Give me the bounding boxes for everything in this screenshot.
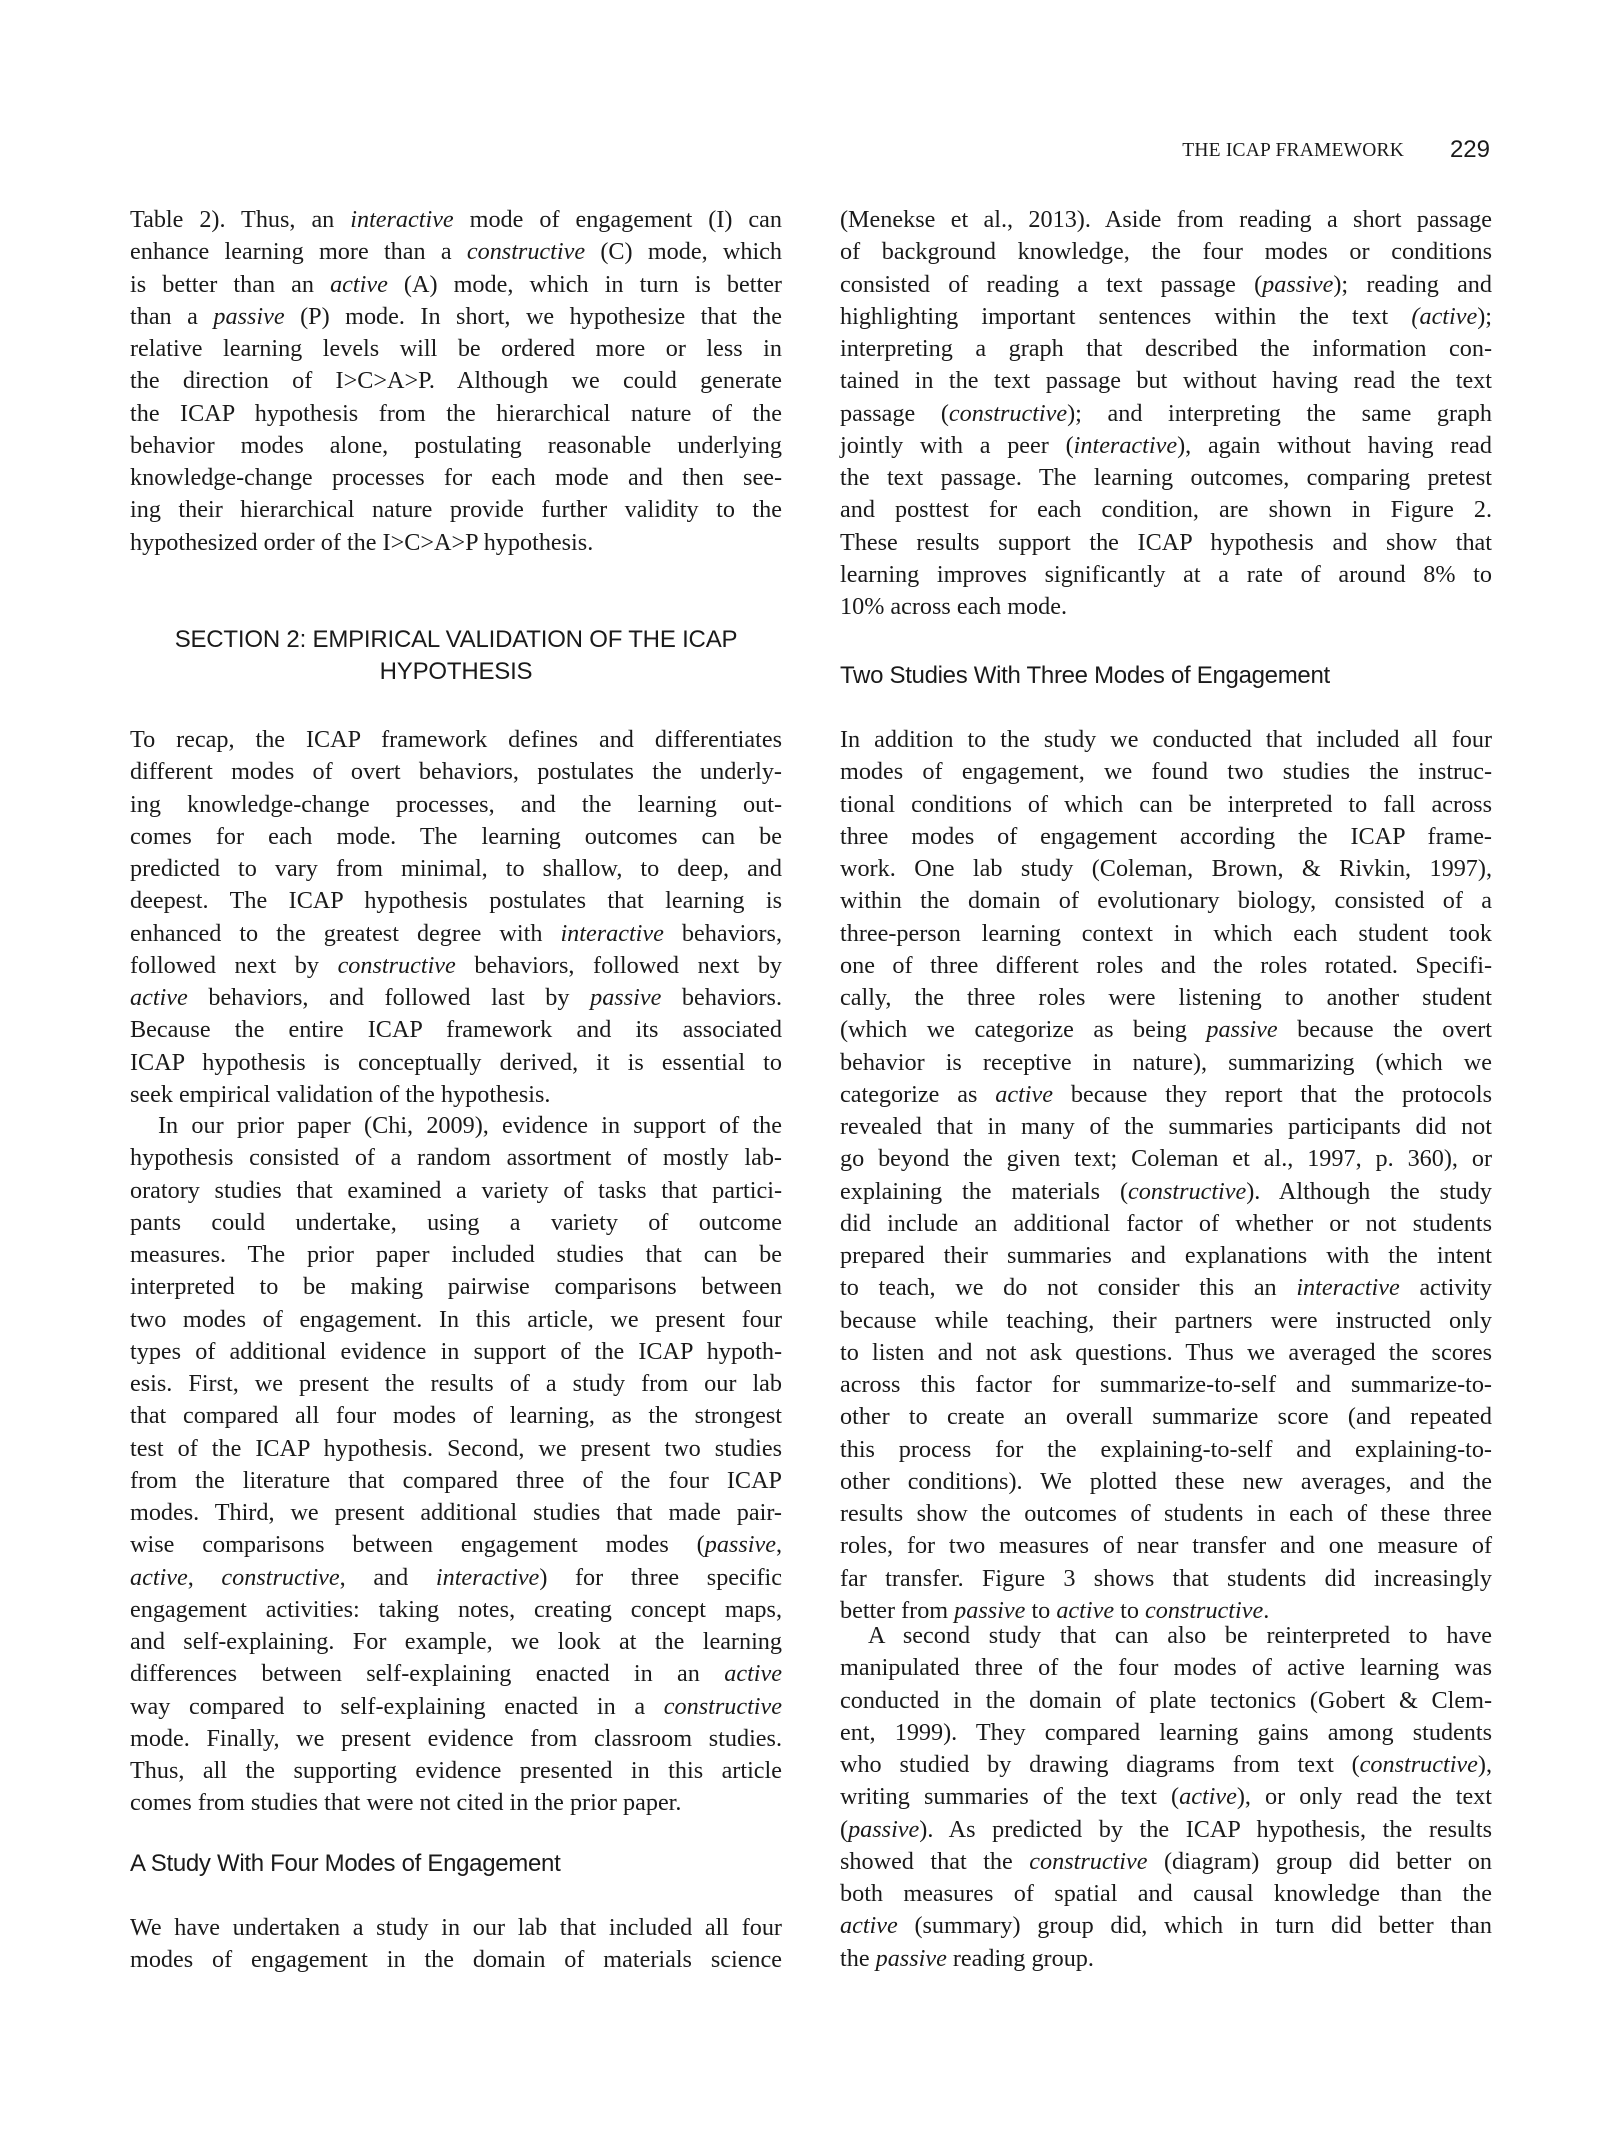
text-run: and self-explaining. For example, we look at the learning xyxy=(130,1628,782,1655)
text-run: better from xyxy=(840,1596,955,1624)
text-run: because while teaching, their partners were instructed only xyxy=(840,1306,1492,1334)
text-run: differences between self-explaining enacted in an xyxy=(130,1660,725,1688)
text-run: ); xyxy=(1477,302,1492,330)
paragraph-line xyxy=(130,1271,782,1303)
italic-term: passive xyxy=(848,1815,920,1843)
text-run: To recap, the ICAP framework defines and differentiates xyxy=(130,726,782,753)
paragraph-line xyxy=(840,789,1492,821)
text-run: passage ( xyxy=(840,399,949,427)
text-run: to listen and not ask questions. Thus we averaged the scores xyxy=(840,1338,1492,1366)
text-run: ); and interpreting the same graph xyxy=(1067,399,1492,427)
text-run: mode. Finally, we present evidence from classroom studies. xyxy=(130,1724,782,1752)
italic-term: passive xyxy=(1262,270,1334,298)
running-header xyxy=(0,136,1600,166)
italic-term: active xyxy=(1179,1783,1237,1811)
paragraph-line xyxy=(130,1110,782,1142)
paragraph-line xyxy=(840,1814,1492,1846)
italic-term: active xyxy=(840,1912,898,1940)
text-run: (P) mode. In short, we hypothesize that the xyxy=(284,302,782,330)
paragraph-line xyxy=(840,918,1492,950)
text-run: the xyxy=(840,1944,876,1972)
paragraph-line xyxy=(840,724,1492,756)
text-run: far transfer. Figure 3 shows that students did increasingly xyxy=(840,1564,1492,1592)
text-run: ), again without having read xyxy=(1177,431,1493,459)
text-run: Thus, all the supporting evidence presented in this article xyxy=(130,1757,782,1784)
paragraph-line xyxy=(840,462,1492,494)
text-run: ( xyxy=(840,1815,849,1843)
paragraph-line xyxy=(840,1434,1492,1466)
paragraph-line xyxy=(840,1878,1492,1910)
paragraph-line xyxy=(840,365,1492,397)
text-run: reading group. xyxy=(946,1944,1094,1972)
paragraph-line xyxy=(840,559,1492,591)
text-run: (Menekse et al., 2013). Aside from reading a short passage xyxy=(840,206,1492,233)
text-run: consisted of reading a text passage ( xyxy=(840,270,1263,298)
paragraph-line xyxy=(840,430,1492,462)
text-run: is better than an xyxy=(130,270,331,298)
italic-term: constructive xyxy=(1128,1177,1247,1205)
text-run: modes of engagement in the domain of materials science xyxy=(130,1946,782,1974)
italic-term: active xyxy=(724,1660,782,1688)
paragraph-line xyxy=(840,236,1492,268)
paragraph-line xyxy=(130,950,782,982)
text-run: three modes of engagement according the ICAP frame- xyxy=(840,822,1492,850)
paragraph-line xyxy=(840,269,1492,301)
paragraph-line xyxy=(840,1846,1492,1878)
text-run: A second study that can also be reinterpreted to have xyxy=(868,1622,1492,1649)
paragraph-line xyxy=(130,1658,782,1690)
italic-term: passive xyxy=(590,984,662,1011)
text-run: because the overt xyxy=(1277,1016,1492,1044)
paragraph-line xyxy=(130,885,782,917)
text-run: comes from studies that were not cited in the prior paper. xyxy=(130,1789,682,1817)
paragraph-line xyxy=(130,1400,782,1432)
paragraph-line xyxy=(840,1337,1492,1369)
italic-term: interactive xyxy=(435,1563,540,1591)
text-run: enhance learning more than a xyxy=(130,238,467,266)
text-run: followed next by xyxy=(130,951,338,979)
text-run: behaviors, xyxy=(663,919,782,947)
italic-term: constructive xyxy=(221,1563,340,1591)
text-run: measures. The prior paper included studies that can be xyxy=(130,1241,782,1268)
text-run: hypothesized order of the I>C>A>P hypothesis. xyxy=(130,528,594,556)
paragraph-line xyxy=(130,1529,782,1561)
text-run: and posttest for each condition, are shown in Figure 2. xyxy=(840,496,1492,524)
text-run: enhanced to the greatest degree with xyxy=(130,919,561,947)
text-run: cally, the three roles were listening to another student xyxy=(840,984,1492,1011)
text-run: engagement activities: taking notes, creating concept maps, xyxy=(130,1595,782,1623)
paragraph-line xyxy=(840,398,1492,430)
italic-term: constructive xyxy=(466,238,586,266)
subsection-heading: A Study With Four Modes of Engagement xyxy=(130,1850,561,1877)
paragraph-line xyxy=(130,1755,782,1787)
paragraph-line xyxy=(840,1047,1492,1079)
section-heading: SECTION 2: EMPIRICAL VALIDATION OF THE ICAP xyxy=(174,626,738,653)
paragraph-line xyxy=(130,1142,782,1174)
paragraph-line xyxy=(130,1433,782,1465)
text-run: predicted to vary from minimal, to shallow, to deep, and xyxy=(130,855,782,882)
paragraph-line xyxy=(840,1563,1492,1595)
paragraph-line xyxy=(130,1047,782,1079)
paragraph-line xyxy=(130,918,782,950)
paragraph-line xyxy=(840,1079,1492,1111)
text-run: the direction of I>C>A>P. Although we could generate xyxy=(130,367,782,395)
paragraph-line xyxy=(130,398,782,430)
paragraph-line xyxy=(130,1239,782,1271)
italic-term: constructive xyxy=(1144,1596,1264,1624)
paragraph-line xyxy=(840,333,1492,365)
paragraph-line xyxy=(840,982,1492,1014)
page-number: 229 xyxy=(1449,136,1490,163)
paragraph-line xyxy=(130,494,782,526)
paragraph-line xyxy=(840,301,1492,333)
italic-term: interactive xyxy=(560,919,664,947)
paragraph-line xyxy=(130,1175,782,1207)
paragraph-line xyxy=(130,430,782,462)
text-run: the text passage. The learning outcomes, comparing pretest xyxy=(840,464,1492,491)
paragraph-line xyxy=(840,756,1492,788)
paragraph-line xyxy=(840,591,1492,623)
paragraph-line xyxy=(130,365,782,397)
italic-term: active xyxy=(130,1563,188,1591)
text-run: manipulated three of the four modes of active learning was xyxy=(840,1654,1492,1682)
paragraph-line xyxy=(840,950,1492,982)
text-run: both measures of spatial and causal knowledge than the xyxy=(840,1880,1492,1907)
text-run: modes. Third, we present additional studies that made pair- xyxy=(130,1499,782,1526)
text-run: deepest. The ICAP hypothesis postulates that learning is xyxy=(130,887,782,915)
paragraph-line xyxy=(840,1717,1492,1749)
text-run: behavior modes alone, postulating reasonable underlying xyxy=(130,431,782,459)
italic-term: constructive xyxy=(1359,1751,1478,1778)
text-run: In our prior paper (Chi, 2009), evidence in support of the xyxy=(158,1112,782,1139)
text-run: writing summaries of the text ( xyxy=(840,1783,1180,1811)
paragraph-line xyxy=(130,301,782,333)
text-run: ), or only read the text xyxy=(1236,1783,1492,1811)
text-run: . xyxy=(1263,1596,1270,1624)
text-run: ing their hierarchical nature provide further validity to the xyxy=(130,496,782,524)
text-run: types of additional evidence in support of the ICAP hypoth- xyxy=(130,1337,782,1365)
text-run: behaviors, and followed last by xyxy=(187,984,591,1011)
paragraph-line xyxy=(130,1014,782,1046)
paragraph-line xyxy=(840,1369,1492,1401)
text-run: ), xyxy=(1477,1751,1492,1778)
text-run: ent, 1999). They compared learning gains among students xyxy=(840,1718,1492,1746)
text-run: , and xyxy=(339,1563,436,1591)
text-run: tional conditions of which can be interpreted to fall across xyxy=(840,790,1492,818)
text-run: ). Although the study xyxy=(1246,1177,1492,1205)
running-title: THE ICAP FRAMEWORK xyxy=(1182,140,1404,161)
text-run: ICAP hypothesis is conceptually derived, it is essential to xyxy=(130,1048,782,1076)
italic-term: active xyxy=(995,1080,1053,1108)
text-run: way compared to self-explaining enacted in a xyxy=(130,1692,664,1720)
text-run: that compared all four modes of learning, as the strongest xyxy=(130,1402,782,1430)
paragraph-line xyxy=(130,1691,782,1723)
text-run: across this factor for summarize-to-self and summarize-to- xyxy=(840,1371,1492,1398)
text-run: Table 2). Thus, an xyxy=(130,206,351,233)
paragraph-line xyxy=(840,1749,1492,1781)
paragraph-line xyxy=(840,527,1492,559)
text-run: other conditions). We plotted these new averages, and the xyxy=(840,1467,1492,1495)
paragraph-line xyxy=(130,1626,782,1658)
paragraph-line xyxy=(130,1562,782,1594)
text-run: behaviors, followed next by xyxy=(455,951,783,979)
paragraph-line xyxy=(130,1723,782,1755)
text-run: ing knowledge-change processes, and the learning out- xyxy=(130,790,782,818)
text-run: highlighting important sentences within the text xyxy=(840,302,1412,330)
text-run: oratory studies that examined a variety of tasks that partici- xyxy=(130,1176,782,1204)
text-run: (which we categorize as being xyxy=(840,1016,1207,1044)
text-run: to xyxy=(1114,1596,1145,1624)
text-run: results show the outcomes of students in each of these three xyxy=(840,1500,1492,1527)
text-run: We have undertaken a study in our lab that included all four xyxy=(130,1914,782,1941)
text-run: this process for the explaining-to-self and explaining-to- xyxy=(840,1435,1492,1463)
text-run: learning improves significantly at a rate of around 8% to xyxy=(840,560,1492,588)
text-run: (summary) group did, which in turn did better than xyxy=(897,1912,1492,1940)
text-run: In addition to the study we conducted that included all four xyxy=(840,726,1492,753)
text-run: showed that the xyxy=(840,1847,1030,1875)
italic-term: passive xyxy=(875,1944,947,1972)
paragraph-line xyxy=(840,1014,1492,1046)
paragraph-line xyxy=(840,885,1492,917)
text-run: of background knowledge, the four modes or conditions xyxy=(840,238,1492,266)
paragraph-line xyxy=(130,204,782,236)
text-run: mode of engagement (I) can xyxy=(453,206,782,233)
text-run: one of three different roles and the roles rotated. Specifi- xyxy=(840,951,1492,979)
paragraph-line xyxy=(130,1079,782,1111)
text-run: from the literature that compared three of the four ICAP xyxy=(130,1466,782,1494)
paragraph-line xyxy=(840,494,1492,526)
text-run: wise comparisons between engagement modes ( xyxy=(130,1531,705,1559)
italic-term: passive xyxy=(704,1531,776,1559)
text-run: to teach, we do not consider this an xyxy=(840,1274,1297,1302)
paragraph-line xyxy=(840,1910,1492,1942)
paragraph-line xyxy=(130,1594,782,1626)
text-run: , xyxy=(775,1531,782,1559)
text-run: three-person learning context in which each student took xyxy=(840,919,1492,947)
text-run: interpreted to be making pairwise comparisons between xyxy=(130,1273,782,1301)
text-run: behaviors. xyxy=(661,984,782,1011)
paragraph-line xyxy=(130,1207,782,1239)
text-run: go beyond the given text; Coleman et al., 1997, p. 360), or xyxy=(840,1145,1492,1173)
text-run: work. One lab study (Coleman, Brown, & Rivkin, 1997), xyxy=(840,855,1492,882)
paragraph-line xyxy=(130,821,782,853)
text-run: relative learning levels will be ordered more or less in xyxy=(130,335,782,362)
text-run: test of the ICAP hypothesis. Second, we present two studies xyxy=(130,1434,782,1462)
italic-term: (active xyxy=(1411,302,1478,330)
text-run: , xyxy=(187,1563,222,1591)
text-run: different modes of overt behaviors, postulates the underly- xyxy=(130,758,782,786)
text-run: revealed that in many of the summaries participants did not xyxy=(840,1113,1492,1140)
italic-term: interactive xyxy=(1073,431,1178,459)
paragraph-line xyxy=(130,982,782,1014)
paragraph-line xyxy=(130,527,782,559)
paragraph-line xyxy=(840,1620,1492,1652)
paragraph-line xyxy=(130,269,782,301)
paragraph-line xyxy=(840,1530,1492,1562)
text-run: categorize as xyxy=(840,1080,996,1108)
text-run: Because the entire ICAP framework and its associated xyxy=(130,1016,782,1044)
paragraph-line xyxy=(130,756,782,788)
paragraph-line xyxy=(130,1465,782,1497)
paragraph-line xyxy=(840,1498,1492,1530)
italic-term: constructive xyxy=(948,399,1068,427)
text-run: These results support the ICAP hypothesis and show that xyxy=(840,528,1492,556)
paragraph-line xyxy=(840,1305,1492,1337)
italic-term: constructive xyxy=(1029,1847,1148,1875)
subsection-heading: Two Studies With Three Modes of Engagement xyxy=(840,662,1330,689)
paragraph-line xyxy=(130,333,782,365)
paragraph-line xyxy=(130,1497,782,1529)
italic-term: constructive xyxy=(337,951,456,979)
paragraph-line xyxy=(840,1143,1492,1175)
paragraph-line xyxy=(840,1240,1492,1272)
paragraph-line xyxy=(130,1304,782,1336)
text-run: ); reading and xyxy=(1333,270,1492,298)
italic-term: interactive xyxy=(350,206,454,233)
italic-term: constructive xyxy=(663,1692,782,1720)
text-run: other to create an overall summarize score (and repeated xyxy=(840,1403,1492,1431)
text-run: modes of engagement, we found two studies the instruc- xyxy=(840,758,1492,786)
text-run: ) for three specific xyxy=(539,1563,782,1591)
italic-term: active xyxy=(330,270,388,298)
text-run: because they report that the protocols xyxy=(1053,1080,1492,1108)
section-heading: HYPOTHESIS xyxy=(379,658,533,685)
paragraph-line xyxy=(840,1943,1492,1975)
text-run: (C) mode, which xyxy=(585,238,782,266)
text-run: knowledge-change processes for each mode and then see- xyxy=(130,464,782,491)
text-run: two modes of engagement. In this article, we present four xyxy=(130,1305,782,1333)
italic-term: active xyxy=(1056,1596,1115,1624)
paragraph-line xyxy=(840,204,1492,236)
italic-term: passive xyxy=(954,1596,1026,1624)
text-run: did include an additional factor of whether or not students xyxy=(840,1209,1492,1237)
text-run: behavior is receptive in nature), summarizing (which we xyxy=(840,1048,1492,1076)
paragraph-line xyxy=(130,724,782,756)
text-run: interpreting a graph that described the information con- xyxy=(840,335,1492,362)
paragraph-line xyxy=(130,789,782,821)
paragraph-line xyxy=(840,1208,1492,1240)
paragraph-line xyxy=(130,1944,782,1976)
italic-term: interactive xyxy=(1296,1274,1400,1302)
paragraph-line xyxy=(840,1111,1492,1143)
paragraph-line xyxy=(840,1781,1492,1813)
text-run: explaining the materials ( xyxy=(840,1177,1129,1205)
text-run: hypothesis consisted of a random assortment of mostly lab- xyxy=(130,1144,782,1172)
paragraph-line xyxy=(130,462,782,494)
paragraph-line xyxy=(840,1401,1492,1433)
text-run: within the domain of evolutionary biology, consisted of a xyxy=(840,887,1492,915)
text-run: jointly with a peer ( xyxy=(840,431,1074,459)
paragraph-line xyxy=(840,853,1492,885)
paragraph-line xyxy=(840,821,1492,853)
paragraph-line xyxy=(130,1336,782,1368)
paragraph-line xyxy=(130,1787,782,1819)
text-run: esis. First, we present the results of a study from our lab xyxy=(130,1370,782,1397)
text-run: who studied by drawing diagrams from text ( xyxy=(840,1751,1360,1778)
paragraph-line xyxy=(130,236,782,268)
text-run: to xyxy=(1025,1596,1057,1624)
text-run: (A) mode, which in turn is better xyxy=(387,270,782,298)
paragraph-line xyxy=(840,1272,1492,1304)
text-run: comes for each mode. The learning outcomes can be xyxy=(130,822,782,850)
text-run: pants could undertake, using a variety of outcome xyxy=(130,1208,782,1236)
paragraph-line xyxy=(840,1652,1492,1684)
text-run: (diagram) group did better on xyxy=(1147,1847,1492,1875)
text-run: than a xyxy=(130,302,214,330)
paragraph-line xyxy=(130,853,782,885)
paragraph-line xyxy=(840,1466,1492,1498)
text-run: the ICAP hypothesis from the hierarchical nature of the xyxy=(130,399,782,427)
paragraph-line xyxy=(130,1912,782,1944)
paragraph-line xyxy=(840,1176,1492,1208)
text-run: roles, for two measures of near transfer and one measure of xyxy=(840,1532,1492,1560)
text-run: seek empirical validation of the hypothesis. xyxy=(130,1080,551,1108)
text-run: prepared their summaries and explanations with the intent xyxy=(840,1242,1492,1269)
italic-term: passive xyxy=(213,302,285,330)
text-run: activity xyxy=(1399,1274,1492,1302)
italic-term: active xyxy=(130,984,188,1011)
paragraph-line xyxy=(840,1685,1492,1717)
text-run: conducted in the domain of plate tectonics (Gobert & Clem- xyxy=(840,1686,1492,1714)
text-run: ). As predicted by the ICAP hypothesis, the results xyxy=(919,1815,1492,1843)
italic-term: passive xyxy=(1206,1016,1278,1044)
text-run: tained in the text passage but without having read the text xyxy=(840,367,1492,395)
paragraph-line xyxy=(130,1368,782,1400)
text-run: 10% across each mode. xyxy=(840,593,1068,620)
